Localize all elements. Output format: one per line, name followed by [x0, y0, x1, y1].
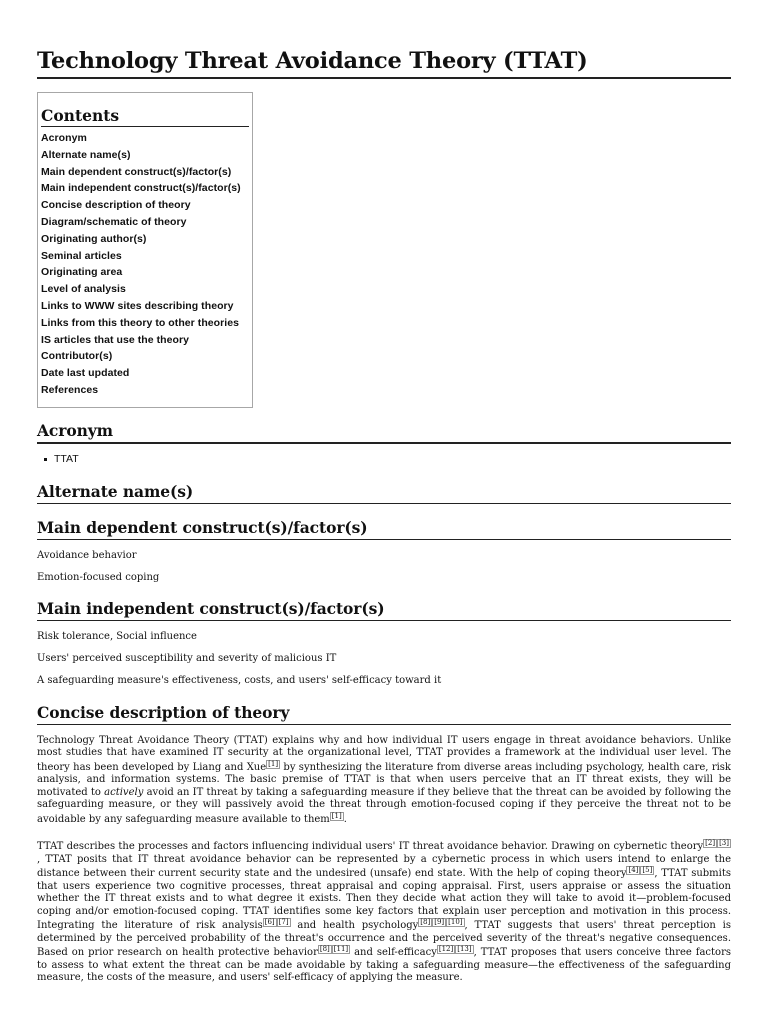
section-heading-dependent-constructs: Main dependent construct(s)/factor(s) — [37, 518, 731, 540]
paragraph-text: , TTAT submits that users experience two cognitive processes, threat appraisal and coping appraisal. First, users appraise or assess the situation whether the IT threat exists and to what degree it exists. Then they decide what action they will take to avoid it—problem-focused coping and/or emotion-focused coping. TTAT identifies some key factors that explain user perception and motivation in this process. Integrating the literature of risk analysis — [37, 868, 732, 932]
toc-heading: Contents — [41, 107, 249, 127]
independent-construct-item: Risk tolerance, Social influence — [37, 631, 197, 643]
article — [37, 0, 731, 985]
citation-label: [2] — [705, 839, 716, 848]
independent-constructs-list — [37, 631, 731, 688]
citation-label: [1] — [268, 759, 279, 768]
citation-link[interactable] — [455, 945, 473, 953]
section-independent-constructs — [37, 599, 731, 688]
paragraph-text: , TTAT proposes that users conceive three factors to assess to what extent the threat can be made avoidable by taking a safeguarding measure—the effectiveness of the safeguarding measure, the costs of the measure, and users' self-efficacy of applying the measure. — [37, 947, 731, 984]
citation-link[interactable] — [277, 918, 291, 926]
citation-link[interactable] — [640, 866, 654, 874]
citation-label: [12] — [438, 945, 454, 954]
citation-label: [6] — [264, 918, 275, 927]
toc-link-level-of-analysis[interactable]: Level of analysis — [41, 283, 126, 296]
toc-link-contributors[interactable]: Contributor(s) — [41, 350, 113, 363]
citation-label: [13] — [457, 945, 472, 954]
toc-link-seminal-articles[interactable]: Seminal articles — [41, 249, 122, 262]
acronym-item: TTAT — [54, 453, 731, 465]
citation-link[interactable] — [717, 839, 731, 847]
citation-label: [11] — [333, 945, 349, 954]
table-of-contents — [37, 92, 253, 408]
citation-label: [4] — [628, 866, 639, 875]
toc-link-originating-authors[interactable]: Originating author(s) — [41, 232, 147, 245]
acronym-list — [37, 453, 731, 465]
toc-link-originating-area[interactable]: Originating area — [41, 266, 123, 279]
dependent-construct-item: Emotion-focused coping — [37, 571, 160, 583]
toc-list — [41, 130, 249, 399]
toc-link-www-sites[interactable]: Links to WWW sites describing theory — [41, 299, 234, 312]
citation-label: [5] — [642, 866, 653, 875]
toc-link-dependent-constructs[interactable]: Main dependent construct(s)/factor(s) — [41, 165, 232, 178]
citation-link[interactable] — [330, 812, 344, 820]
citation-link[interactable] — [418, 918, 432, 926]
toc-link-is-articles[interactable]: IS articles that use the theory — [41, 333, 190, 346]
paragraph-text: Technology Threat Avoidance Theory (TTAT) explains why and how individual IT users engage in threat avoidance behaviors. Unlike most studies that have examined IT security at the organizational level, TTAT provides a framework at the individual user level. The theory has been developed by Liang and Xue — [37, 734, 731, 773]
citation-label: [1] — [331, 811, 342, 820]
toc-link-concise-description[interactable]: Concise description of theory — [41, 199, 191, 212]
section-heading-concise-description: Concise description of theory — [37, 703, 731, 725]
emphasis-text: actively — [104, 786, 144, 798]
section-alternate-names — [37, 482, 731, 504]
section-acronym — [37, 421, 731, 465]
citation-label: [7] — [278, 918, 289, 927]
paragraph-text: and self-efficacy — [350, 947, 437, 959]
toc-link-diagram[interactable]: Diagram/schematic of theory — [41, 215, 187, 228]
toc-link-date-last-updated[interactable]: Date last updated — [41, 367, 130, 380]
paragraph-text: , TTAT suggests that users' threat perception is determined by the perceived probability of the threat's occurrence and the perceived severity of the threat's negative consequences. Based on prior research on health protective behavior — [37, 920, 731, 959]
section-dependent-constructs — [37, 518, 731, 585]
independent-construct-item: Users' perceived susceptibility and severity of malicious IT — [37, 653, 337, 665]
paragraph-text: . — [343, 813, 347, 825]
paragraph-text: , TTAT posits that IT threat avoidance behavior can be represented by a cybernetic process in which users intend to enlarge the distance between their current security state and the undesired (unsafe) end state. With the help of coping theory — [37, 853, 731, 880]
description-paragraph-2 — [37, 839, 731, 985]
section-heading-alternate-names: Alternate name(s) — [37, 482, 731, 504]
citation-label: [10] — [448, 918, 463, 927]
dependent-construct-item: Avoidance behavior — [37, 549, 137, 561]
dependent-constructs-list — [37, 550, 731, 585]
toc-link-acronym[interactable]: Acronym — [41, 132, 87, 144]
paragraph-text: TTAT describes the processes and factors influencing individual users' IT threat avoidance behavior. Drawing on cybernetic theory — [37, 841, 704, 853]
paragraph-text: avoid an IT threat by taking a safeguarding measure if they believe that the threat can be avoided by following the safeguarding measure, or they will passively avoid the threat through emotion-focused coping if they perceive the threat not to be avoidable by any safeguarding measure available to them — [37, 786, 731, 825]
citation-link[interactable] — [437, 945, 455, 953]
citation-link[interactable] — [432, 918, 446, 926]
citation-label: [8] — [420, 918, 431, 927]
toc-link-independent-constructs[interactable]: Main independent construct(s)/factor(s) — [41, 182, 241, 195]
section-heading-independent-constructs: Main independent construct(s)/factor(s) — [37, 599, 731, 621]
citation-label: [8] — [319, 945, 330, 954]
citation-link[interactable] — [626, 866, 640, 874]
page-title: Technology Threat Avoidance Theory (TTAT) — [37, 0, 731, 79]
citation-link[interactable] — [703, 839, 717, 847]
paragraph-text: and health psychology — [290, 920, 419, 932]
citation-link[interactable] — [263, 918, 277, 926]
section-concise-description — [37, 703, 731, 985]
toc-link-references[interactable]: References — [41, 383, 99, 396]
section-heading-acronym: Acronym — [37, 421, 731, 444]
citation-link[interactable] — [266, 760, 280, 768]
paragraph-text: by synthesizing the literature from diverse areas including psychology, health care, risk analysis, and information systems. The basic premise of TTAT is that when users perceive that an IT threat exists, they will be motivated to — [37, 761, 731, 798]
independent-construct-item: A safeguarding measure's effectiveness, costs, and users' self-efficacy toward it — [37, 675, 442, 687]
citation-label: [3] — [719, 839, 729, 848]
citation-link[interactable] — [332, 945, 350, 953]
description-paragraph-1 — [37, 735, 731, 827]
toc-link-alternate-names[interactable]: Alternate name(s) — [41, 148, 131, 161]
citation-link[interactable] — [318, 945, 332, 953]
citation-label: [9] — [434, 918, 445, 927]
citation-link[interactable] — [446, 918, 464, 926]
toc-link-other-theories[interactable]: Links from this theory to other theories — [41, 316, 240, 329]
